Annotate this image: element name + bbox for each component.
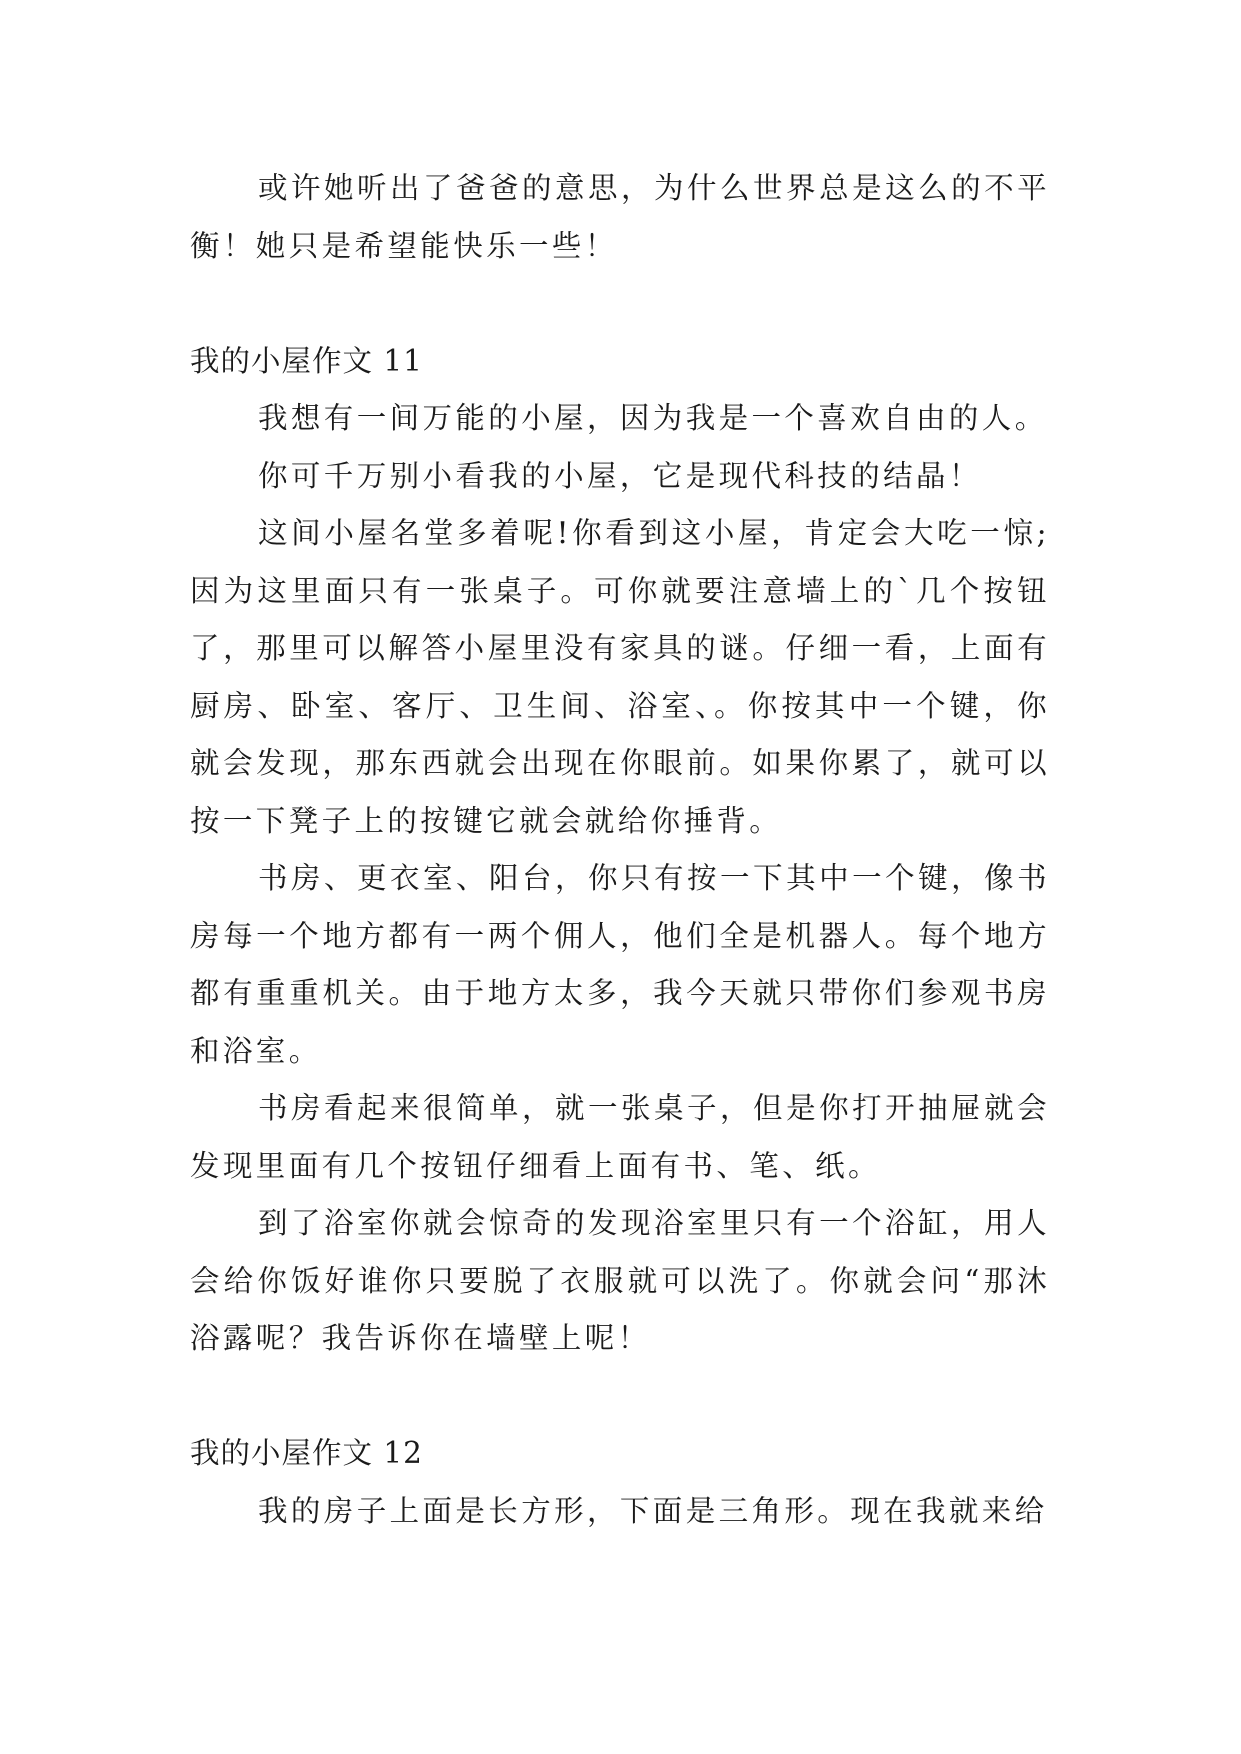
section-12-paragraph-1: 我的房子上面是长方形，下面是三角形。现在我就来给 (258, 1493, 1048, 1528)
section-11-paragraph-6: 到了浴室你就会惊奇的发现浴室里只有一个浴缸，用人会给你饭好谁你只要脱了衣服就可以洗了。你就会问“那沐浴露呢？我告诉你在墙壁上呢！ (190, 1206, 1050, 1355)
section-11-paragraph-4: 书房、更衣室、阳台，你只有按一下其中一个键，像书房每一个地方都有一两个佣人，他们全是机器人。每个地方都有重重机关。由于地方太多，我今天就只带你们参观书房和浴室。 (190, 861, 1050, 1068)
section-heading-12: 我的小屋作文 12 (190, 1436, 423, 1470)
section-11-paragraph-2: 你可千万别小看我的小屋，它是现代科技的结晶！ (258, 458, 982, 493)
section-spacer (190, 275, 1050, 333)
section-heading-11: 我的小屋作文 11 (190, 343, 423, 378)
section-11-paragraph-5: 书房看起来很简单，就一张桌子，但是你打开抽屉就会发现里面有几个按钮仔细看上面有书、笔、纸。 (190, 1091, 1050, 1183)
intro-paragraph: 或许她听出了爸爸的意思，为什么世界总是这么的不平衡！她只是希望能快乐一些！ (190, 171, 1050, 263)
section-spacer (190, 1368, 1050, 1426)
section-11-paragraph-1: 我想有一间万能的小屋，因为我是一个喜欢自由的人。 (258, 401, 1048, 435)
document-body (190, 160, 1050, 1540)
section-11-paragraph-3: 这间小屋名堂多着呢!你看到这小屋，肯定会大吃一惊;因为这里面只有一张桌子。可你就要注意墙上的`几个按钮了，那里可以解答小屋里没有家具的谜。仔细一看，上面有厨房、卧室、客厅、卫生间、浴室、。你按其中一个键，你就会发现，那东西就会出现在你眼前。如果你累了，就可以按一下凳子上的按键它就会就给你捶背。 (190, 516, 1050, 838)
